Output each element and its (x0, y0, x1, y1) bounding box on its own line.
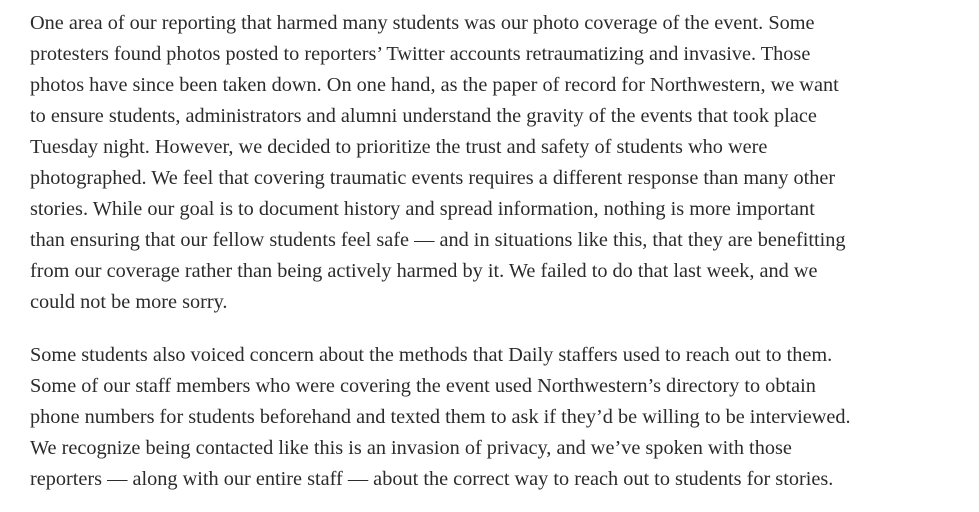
article-paragraph-contact-methods: Some students also voiced concern about the methods that Daily staffers used to reach out to them. Some of our staff members who were covering the event used Northwestern’s directory to obtain phone numbers for students beforehand and texted them to ask if they’d be willing to be interviewed. We recognize being contacted like this is an invasion of privacy, and we’ve spoken with those reporters — along with our entire staff — about the correct way to reach out to students for stories. (30, 344, 851, 490)
article-paragraph-photo-coverage: One area of our reporting that harmed many students was our photo coverage of the event. Some protesters found photos posted to reporters’ Twitter accounts retraumatizing and invasive. Those photos have since been taken down. On one hand, as the paper of record for Northwestern, we want to ensure students, administrators and alumni understand the gravity of the events that took place Tuesday night. However, we decided to prioritize the trust and safety of students who were photographed. We feel that covering traumatic events requires a different response than many other stories. While our goal is to document history and spread information, nothing is more important than ensuring that our fellow students feel safe — and in situations like this, that they are benefitting from our coverage rather than being actively harmed by it. We failed to do that last week, and we could not be more sorry. (30, 12, 846, 313)
